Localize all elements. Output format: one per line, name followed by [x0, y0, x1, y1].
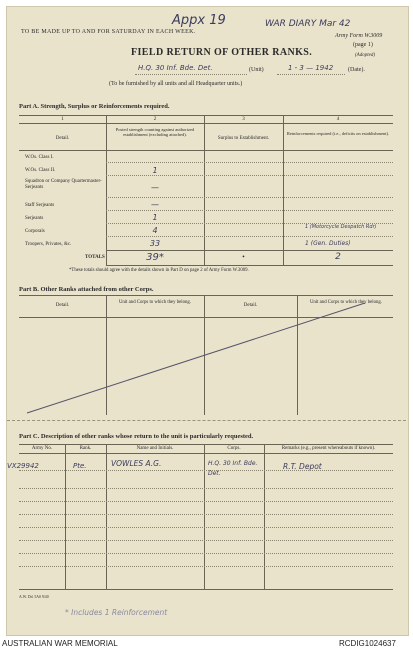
form-title: FIELD RETURN OF OTHER RANKS. [131, 47, 313, 58]
date-label: (Date). [348, 67, 365, 73]
entry-corps: H.Q. 30 Inf. Bde. Det. [208, 460, 258, 477]
war-diary-annotation: WAR DIARY Mar 42 [265, 19, 351, 29]
furnish-note: (To be furnished by all units and all Headquarter units.) [109, 81, 243, 87]
part-c-col-rank: Rank. [79, 446, 92, 451]
totals-surplus: • [242, 253, 245, 261]
part-a-heading: Part A. Strength, Surplus or Reinforcements required. [19, 103, 170, 110]
part-c-heading: Part C. Description of other ranks whose return to the unit is particularly requested. [19, 433, 254, 440]
row-posted-cqms: — [151, 183, 159, 192]
row-posted-serjeants: 1 [152, 213, 158, 222]
totals-label: TOTALS [85, 255, 105, 260]
totals-reinforcements: 2 [335, 252, 341, 262]
form-page: (page 1) [353, 42, 373, 48]
row-detail-cqms: Squadron or Company Quartermaster-Serjeants [25, 179, 102, 190]
col-number-3: 3 [242, 117, 245, 122]
totals-note: *These totals should agree with the details shown in Part D on page 2 of Army Form W.3009. [69, 268, 249, 273]
entry-army-no: VX29942 [7, 462, 39, 470]
part-b-col-unit-2: Unit and Corps to which they belong. [309, 300, 383, 305]
part-c-col-corps: Corps. [227, 446, 241, 451]
col-header-surplus: Surplus to Establishment. [217, 136, 270, 141]
handwritten-footnote: * Includes 1 Reinforcement [65, 608, 168, 617]
col-number-4: 4 [336, 117, 340, 122]
unit-label: (Unit) [249, 67, 264, 73]
row-posted-corporals: 4 [152, 226, 158, 235]
instruction-text: TO BE MADE UP TO AND FOR SATURDAY IN EACH WEEK. [21, 29, 196, 35]
entry-name: VOWLES A.G. [111, 459, 162, 468]
row-detail-corporals: Corporals [25, 229, 45, 234]
date-value: 1 - 3 — 1942 [288, 64, 334, 72]
col-header-reinforcements: Reinforcements required (i.e., deficits on establishment). [286, 131, 390, 136]
archive-id: RCDIG1024637 [339, 639, 396, 648]
col-header-detail: Detail. [55, 136, 70, 141]
row-detail-staff-serjeants: Staff Serjeants [25, 203, 55, 208]
part-b-cancel-stroke [19, 295, 393, 417]
row-posted-staff-serjeants: — [151, 200, 159, 209]
print-code: A.W. Dd. 5A0 9/40 [19, 595, 49, 599]
part-b-heading: Part B. Other Ranks attached from other Corps. [19, 286, 154, 293]
archive-source: AUSTRALIAN WAR MEMORIAL [2, 639, 118, 648]
col-number-2: 2 [153, 117, 157, 122]
totals-posted: 39* [146, 252, 164, 263]
unit-value: H.Q. 30 Inf. Bde. Det. [138, 64, 213, 72]
archive-footer [0, 636, 413, 653]
row-reinf-privates: 1 (Gen. Duties) [305, 240, 351, 247]
part-b-col-detail-2: Detail. [243, 303, 258, 308]
row-posted-privates: 33 [149, 239, 161, 248]
part-c-col-remarks: Remarks (e.g., present whereabouts if known). [281, 446, 376, 451]
row-posted-wo2: 1 [152, 166, 158, 175]
part-b-col-unit-1: Unit and Corps to which they belong. [118, 300, 192, 305]
part-b-col-detail-1: Detail. [55, 303, 70, 308]
entry-rank: Pte. [73, 462, 87, 470]
col-header-posted: Posted strength counting against authorized establishment (excluding attached). [115, 127, 195, 137]
adopted-label: (Adopted) [355, 53, 375, 58]
part-c-col-name: Name and Initials. [136, 446, 174, 451]
field-return-form [6, 6, 409, 636]
form-number: Army Form W.3009 [335, 33, 383, 39]
row-detail-wo2: W.Os. Class II. [25, 168, 56, 173]
entry-remarks: R.T. Depot [283, 462, 322, 471]
col-number-1: 1 [61, 117, 64, 122]
row-detail-privates: Troopers, Privates, &c. [25, 242, 72, 247]
part-c-col-army-no: Army No. [31, 446, 53, 451]
row-detail-wo1: W.Os. Class I. [25, 155, 54, 160]
row-detail-serjeants: Serjeants [25, 216, 44, 221]
row-reinf-corporals: 1 (Motorcycle Despatch Rdr) [305, 224, 377, 230]
appendix-annotation: Appx 19 [172, 13, 226, 28]
